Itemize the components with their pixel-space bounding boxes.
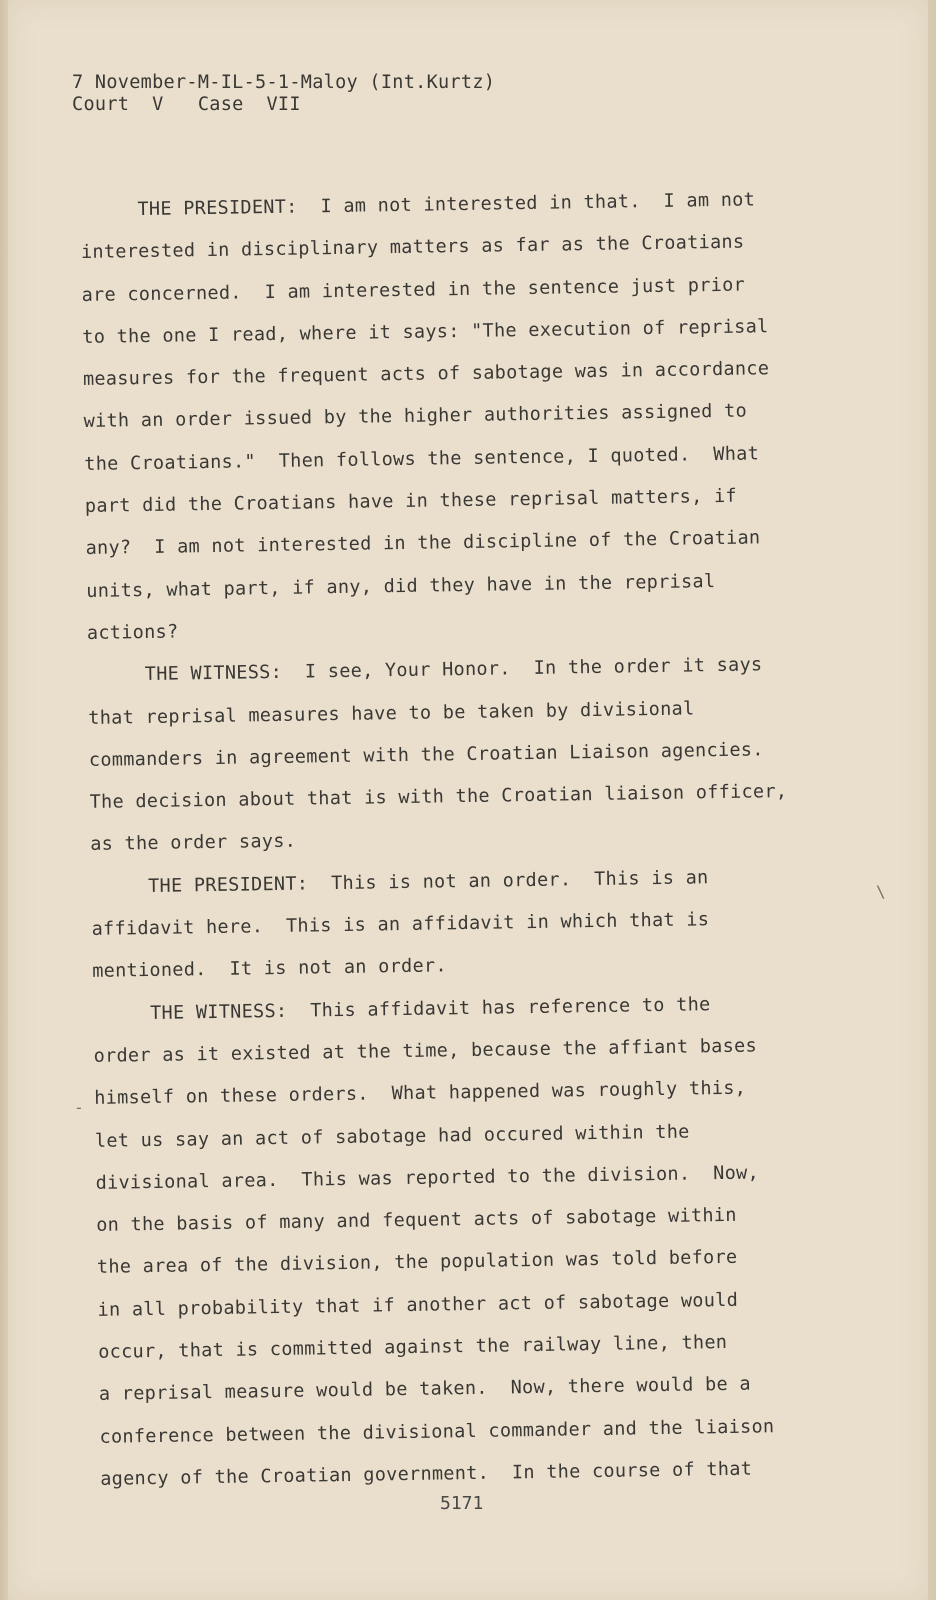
transcript-line: divisional area. This was reported to the division. Now, bbox=[95, 1162, 760, 1194]
margin-tick-mark: - bbox=[74, 1098, 84, 1117]
transcript-line: agency of the Croatian government. In the course of that bbox=[100, 1458, 753, 1490]
transcript-line: order as it existed at the time, because the affiant bases bbox=[93, 1035, 758, 1067]
transcript-line: THE WITNESS: This affidavit has reference to the bbox=[92, 993, 711, 1025]
header-court-case-line: Court V Case VII bbox=[72, 94, 301, 115]
transcript-line: on the basis of many and fequent acts of sabotage within bbox=[96, 1204, 737, 1236]
transcript-line: The decision about that is with the Croatian liaison officer, bbox=[89, 781, 788, 814]
transcript-line: occur, that is committed against the railway line, then bbox=[98, 1331, 728, 1363]
transcript-line: THE PRESIDENT: I am not interested in that. I am not bbox=[80, 189, 756, 221]
transcript-line: the Croatians." Then follows the sentence, I quoted. What bbox=[84, 443, 760, 475]
transcript-line: THE WITNESS: I see, Your Honor. In the order it says bbox=[87, 654, 763, 687]
transcript-line: affidavit here. This is an affidavit in which that is bbox=[91, 909, 710, 940]
transcript-line: commanders in agreement with the Croatian Liaison agencies. bbox=[88, 739, 764, 771]
transcript-line: with an order issued by the higher authorities assigned to bbox=[83, 401, 748, 433]
transcript-line: the area of the division, the population was told before bbox=[96, 1247, 738, 1279]
header-session-line: 7 November-M-IL-5-1-Maloy (Int.Kurtz) bbox=[72, 72, 496, 93]
transcript-body bbox=[80, 178, 890, 1501]
transcript-line: THE PRESIDENT: This is not an order. This is an bbox=[90, 866, 709, 898]
transcript-line: part did the Croatians have in these reprisal matters, if bbox=[84, 485, 738, 518]
transcript-line: any? I am not interested in the discipline of the Croatian bbox=[85, 527, 761, 560]
transcript-line: let us say an act of sabotage had occured within the bbox=[94, 1121, 690, 1152]
transcript-line: a reprisal measure would be taken. Now, there would be a bbox=[98, 1373, 751, 1406]
transcript-line: in all probability that if another act of sabotage would bbox=[97, 1289, 739, 1321]
transcript-line: conference between the divisional commander and the liaison bbox=[99, 1415, 775, 1448]
transcript-line: himself on these orders. What happened was roughly this, bbox=[94, 1077, 747, 1110]
transcript-line: units, what part, if any, did they have in the reprisal bbox=[86, 570, 716, 602]
transcript-line: actions? bbox=[86, 621, 179, 644]
transcript-line: measures for the frequent acts of sabotage was in accordance bbox=[82, 358, 770, 391]
page-number: 5171 bbox=[440, 1493, 484, 1514]
transcript-line: mentioned. It is not an order. bbox=[92, 955, 447, 983]
margin-tick-mark: \ bbox=[876, 882, 886, 901]
transcript-line: are concerned. I am interested in the sentence just prior bbox=[81, 274, 746, 306]
transcript-line: to the one I read, where it says: "The execution of reprisal bbox=[82, 316, 769, 348]
transcript-line: as the order says. bbox=[90, 831, 297, 856]
transcript-line: interested in disciplinary matters as far as the Croatians bbox=[80, 231, 745, 264]
transcript-line: that reprisal measures have to be taken by divisional bbox=[88, 697, 695, 729]
